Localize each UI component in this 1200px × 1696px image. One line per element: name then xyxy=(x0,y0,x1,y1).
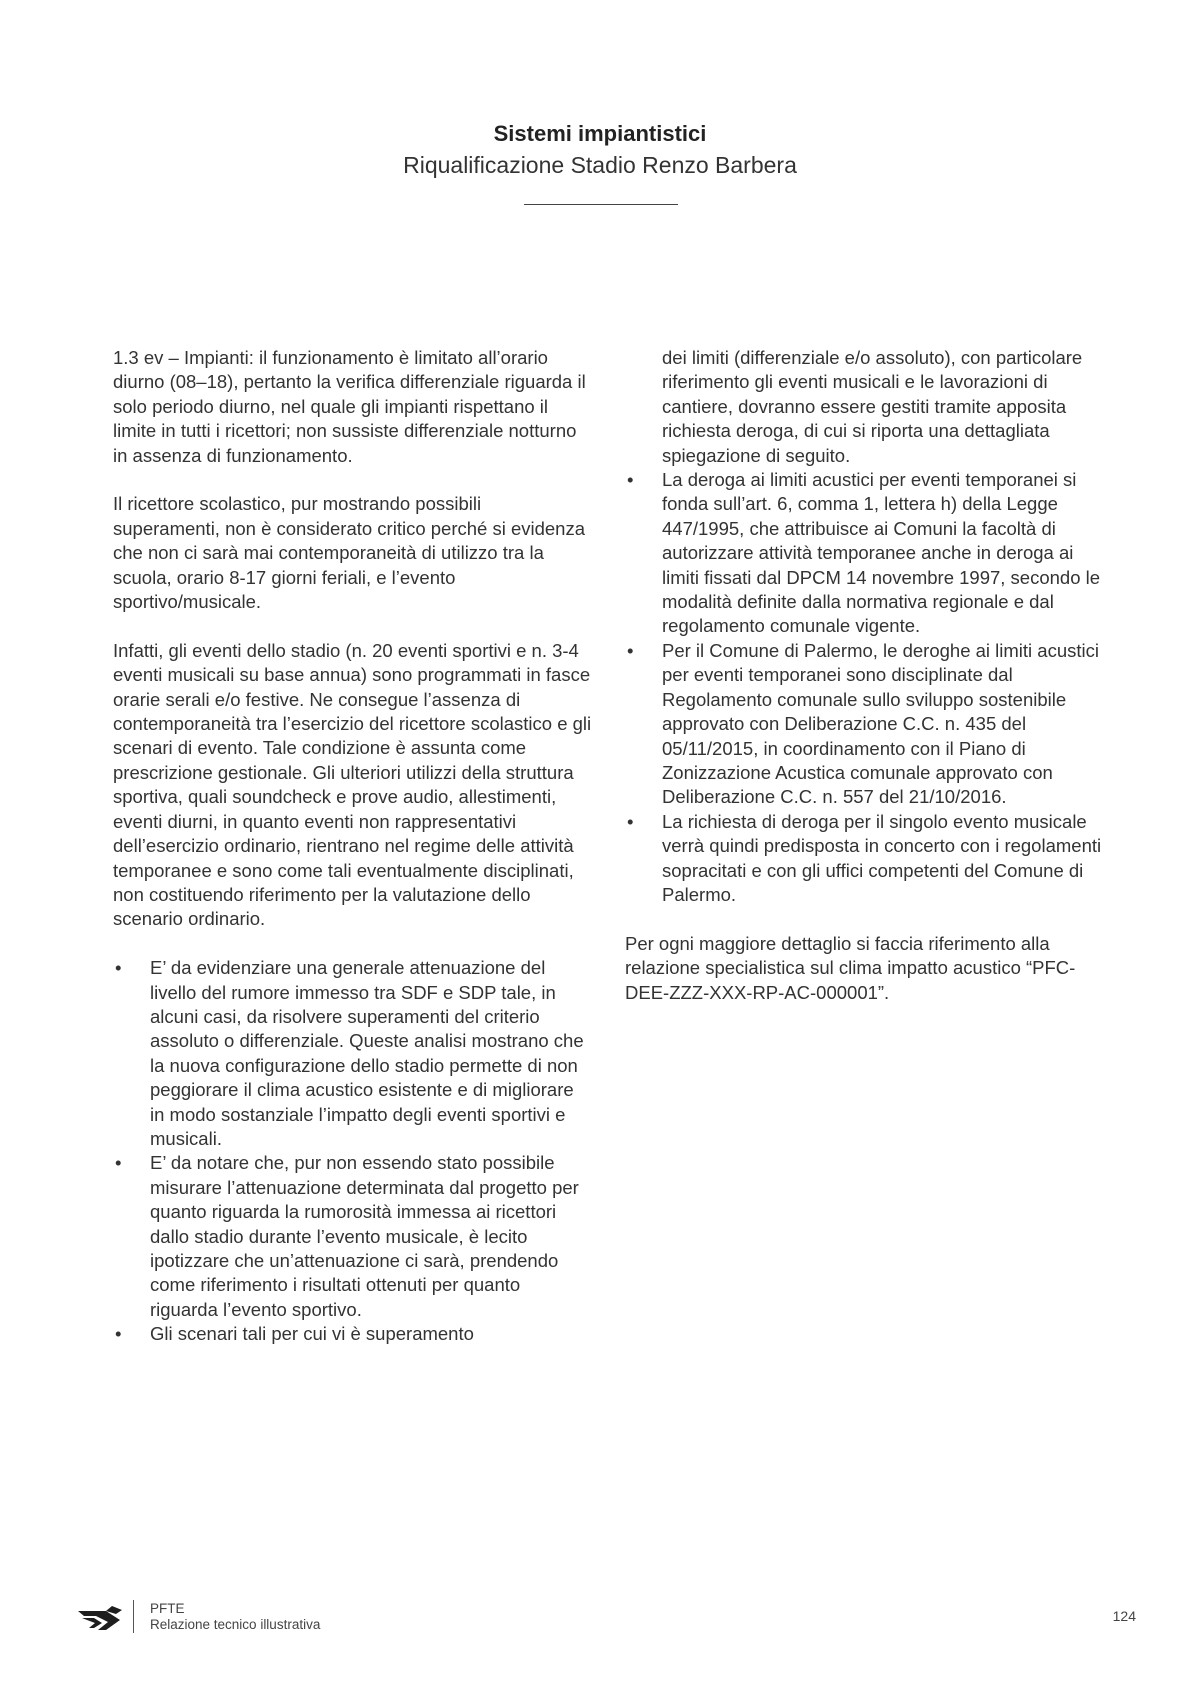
list-item: • E’ da notare che, pur non essendo stato possibile misurare l’attenuazione determinata dal progetto per quanto riguarda la rumorosità immessa ai ricettori dallo stadio durante l’evento musicale, è lecito ipotizzare che un’attenuazione ci sarà, prendendo come riferimento i risultati ottenuti per quanto riguarda l’evento sportivo. xyxy=(113,1151,593,1322)
doc-code: PFTE xyxy=(150,1601,185,1616)
doc-title: Relazione tecnico illustrativa xyxy=(150,1617,321,1632)
bullet-continuation: dei limiti (differenziale e/o assoluto), con particolare riferimento gli eventi musicali e le lavorazioni di cantiere, dovranno essere gestiti tramite apposita richiesta deroga, di cui si riporta una dettagliata spiegazione di seguito. xyxy=(662,347,1083,466)
list-item: • Per il Comune di Palermo, le deroghe ai limiti acustici per eventi temporanei sono disciplinate dal Regolamento comunale sullo sviluppo sostenibile approvato con Deliberazione C.C. n. 435 del 05/11/2015, in coordinamento con il Piano di Zonizzazione Acustica comunale approvato con Deliberazione C.C. n. 557 del 21/10/2016. xyxy=(625,639,1105,810)
list-item: • E’ da evidenziare una generale attenuazione del livello del rumore immesso tra SDF e SDP tale, in alcuni casi, da risolvere superamenti del criterio assoluto o differenziale. Queste analisi mostrano che la nuova configurazione dello stadio permette di non peggiorare il clima acustico esistente e di migliorare in modo sostanziale l’impatto degli eventi sportivi e musicali. xyxy=(113,956,593,1151)
page-number: 124 xyxy=(1112,1608,1136,1624)
page-header xyxy=(0,119,1200,181)
list-item: • Gli scenari tali per cui vi è superamento xyxy=(113,1322,593,1346)
closing-paragraph: Per ogni maggiore dettaglio si faccia riferimento alla relazione specialistica sul clima impatto acustico “PFC-DEE-ZZZ-XXX-RP-AC-000001”. xyxy=(625,932,1076,1003)
footer-text xyxy=(150,1601,320,1633)
bullet-list xyxy=(113,956,593,1347)
list-item: • La deroga ai limiti acustici per eventi temporanei si fonda sull’art. 6, comma 1, lettera h) della Legge 447/1995, che attribuisce ai Comuni la facoltà di autorizzare attività temporanee anche in deroga ai limiti fissati dal DPCM 14 novembre 1997, secondo le modalità definite dalla normativa regionale e dal regolamento comunale vigente. xyxy=(625,468,1105,639)
page-footer xyxy=(76,1600,1136,1636)
paragraph: Infatti, gli eventi dello stadio (n. 20 eventi sportivi e n. 3-4 eventi musicali su base annua) sono programmati in fasce orarie serali e/o festive. Ne consegue l’assenza di contemporaneità tra l’esercizio del ricettore scolastico e gli scenari di evento. Tale condizione è assunta come prescrizione gestionale. Gli ulteriori utilizzi della struttura sportiva, quali soundcheck e prove audio, allestimenti, eventi diurni, in quanto eventi non rappresentativi dell’esercizio ordinario, rientrano nel regime delle attività temporanee e sono come tali eventualmente disciplinati, non costituendo riferimento per la valutazione dello scenario ordinario. xyxy=(113,639,592,930)
section-title: Sistemi impiantistici xyxy=(493,121,707,146)
project-subtitle: Riqualificazione Stadio Renzo Barbera xyxy=(403,152,797,178)
paragraph: 1.3 ev – Impianti: il funzionamento è limitato all’orario diurno (08–18), pertanto la verifica differenziale riguarda il solo periodo diurno, nel quale gli impianti rispettano il limite in tutti i ricettori; non sussiste differenziale notturno in assenza di funzionamento. xyxy=(113,347,586,466)
footer-divider xyxy=(133,1600,134,1633)
header-divider xyxy=(524,204,678,205)
left-column xyxy=(113,346,593,1371)
eagle-logo-icon xyxy=(76,1602,124,1634)
list-item: • La richiesta di deroga per il singolo evento musicale verrà quindi predisposta in concerto con i regolamenti sopracitati e con gli uffici competenti del Comune di Palermo. xyxy=(625,810,1105,908)
paragraph: Il ricettore scolastico, pur mostrando possibili superamenti, non è considerato critico perché si evidenza che non ci sarà mai contemporaneità di utilizzo tra la scuola, orario 8-17 giorni feriali, e l’evento sportivo/musicale. xyxy=(113,493,586,613)
bullet-list xyxy=(625,468,1105,907)
right-column xyxy=(625,346,1105,1029)
